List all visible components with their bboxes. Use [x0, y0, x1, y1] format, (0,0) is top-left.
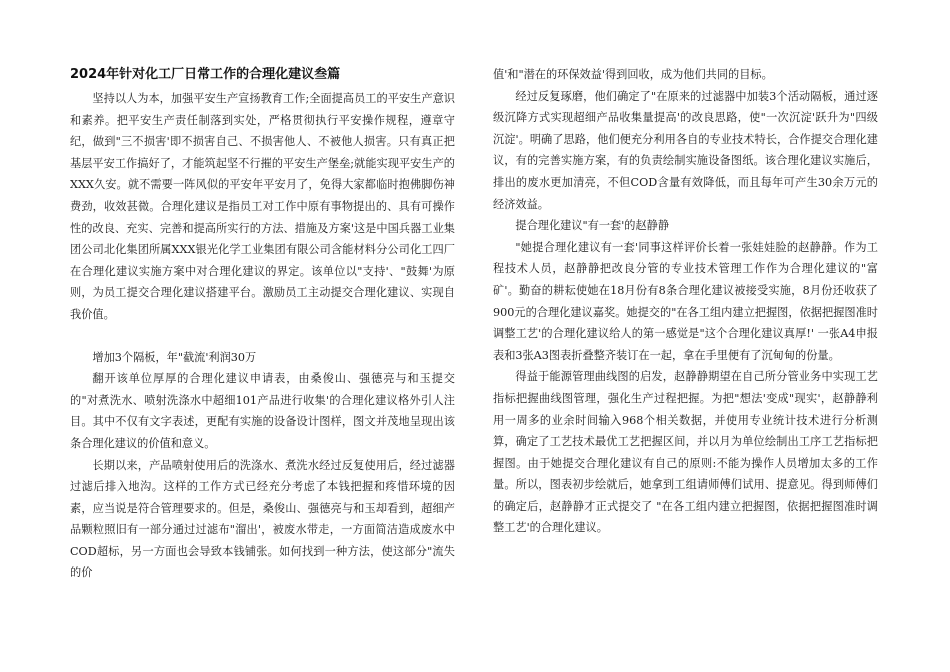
- paragraph-improvement-idea: 经过反复琢磨，他们确定了"在原来的过滤器中加装3个活动隔板，通过逐级沉降方式实现超细产品收集量提高'的改良思路，使"一次沉淀'跃升为"四级沉淀'。明确了思路，他们便充分利用各自的专业技术特长，合作提交合理化建议，有的完善实施方案，有的负责绘制实施设备图纸。该合理化建议实施后，排出的废水更加清亮，不但COD含量有效降低，而且每年可产生30余万元的经济效益。: [493, 89, 878, 211]
- right-column: [493, 64, 878, 539]
- section-heading-baffles: 增加3个隔板，年"截流'利润30万: [92, 350, 257, 364]
- paragraph-safety-production: 坚持以人为本，加强平安生产宣扬教育工作;全面提高员工的平安生产意识和素养。把平安生产责任制落到实处，严格贯彻执行平安操作规程，遵章守纪，做到"三不损害'即不损害自己、不损害他人、不被他人损害。只有真正把基层平安工作搞好了，才能筑起坚不行摧的平安生产堡垒;就能实现平安生产的XXX久安。就不需要一阵风似的平安年平安月了，免得大家都临时抱佛脚伤神费劲，收效甚微。合理化建议是指员工对工作中原有事物提出的、具有可操作性的改良、充实、完善和提高所实行的方法、措施及方案'这是中国兵器工业集团公司北化集团所属XXX银光化学工业集团有限公司含能材料分公司化工四厂在合理化建议实施方案中对合理化建议的界定。该单位以"支持'、"鼓舞'为原则，为员工提交合理化建议搭建平台。激励员工主动提交合理化建议、实现自我价值。: [70, 92, 455, 321]
- left-column: [70, 64, 455, 584]
- document-title: 2024年针对化工厂日常工作的合理化建议叁篇: [70, 67, 341, 82]
- section-heading-zhao-jingjing: 提合理化建议"有一套'的赵静静: [515, 219, 670, 233]
- paragraph-zhao-evaluation: "她提合理化建议有一套'同事这样评价长着一张娃娃脸的赵静静。作为工程技术人员，赵静静把改良分管的专业技术管理工作作为合理化建议的"富矿'。勤奋的耕耘使她在18月份有8条合理化建议被接受实施，8月份还收获了900元的合理化建议嘉奖。她提交的"在各工组内建立把握图，依据把握图准时调整工艺'的合理化建议给人的第一感觉是"这个合理化建议真厚!' 一张A4申报表和3张A3图表折叠整齐装订在一起，拿在手里便有了沉甸甸的份量。: [493, 240, 878, 362]
- paragraph-control-chart: 得益于能源管理曲线图的启发，赵静静期望在自己所分管业务中实现工艺指标把握曲线图管理，强化生产过程把握。为把"想法'变成"现实'，赵静静利用一周多的业余时间输入968个相关数据，并使用专业统计技术进行分析测算，确定了工艺技术最优工艺把握区间，并以月为单位绘制出工序工艺指标把握图。由于她提交合理化建议有自己的原则:不能为操作人员增加太多的工作量。所以，图表初步绘就后，她拿到工组请师傅们试用、提意见。得到师傅们的确定后，赵静静才正式提交了 "在各工组内建立把握图，依据把握图准时调整工艺'的合理化建议。: [493, 370, 878, 535]
- paragraph-continuation: 值'和"潜在的环保效益'得到回收，成为他们共同的目标。: [493, 68, 773, 81]
- paragraph-wastewater: 长期以来，产品喷射使用后的洗涤水、煮洗水经过反复使用后，经过滤器过滤后排入地沟。这样的工作方式已经充分考虑了本钱把握和疼惜环境的因素，应当说是符合管理要求的。但是，桑俊山、强德亮与和玉却看到，超细产品颗粒照旧有一部分通过过滤布"溜出'，被废水带走，一方面简洁造成废水中COD超标，另一方面也会导致本钱铺张。如何找到一种方法，使这部分"流失的价: [70, 458, 455, 580]
- paragraph-application-form: 翻开该单位厚厚的合理化建议申请表，由桑俊山、强德亮与和玉提交的"对煮洗水、喷射洗涤水中超细101产品进行收集'的合理化建议格外引人注目。其中不仅有文字表述，更配有实施的设备设计图样，图文并茂地呈现出该条合理化建议的价值和意义。: [70, 372, 455, 450]
- paragraph-spacer: [70, 326, 455, 347]
